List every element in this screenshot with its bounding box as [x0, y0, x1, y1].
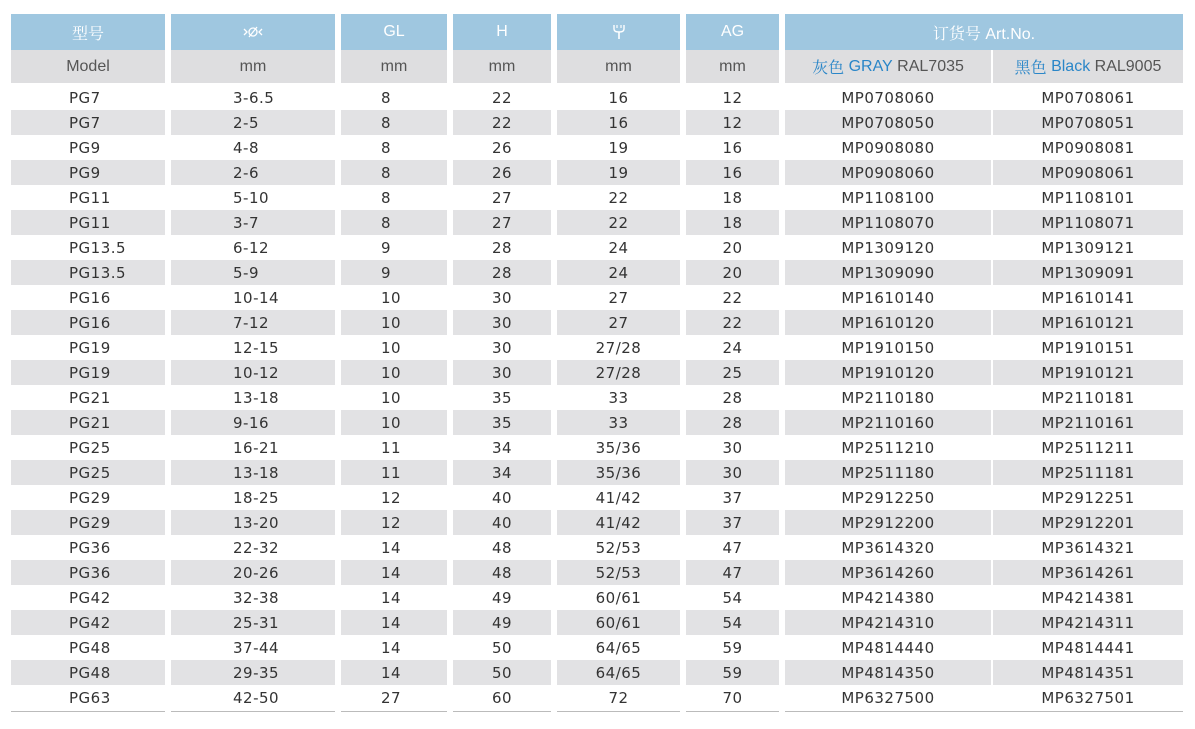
col-subheader-unit-ag: mm: [686, 50, 785, 83]
cell-gl: 11: [341, 460, 453, 485]
cell-wrench-size: 27: [557, 310, 686, 335]
cell-model: PG13.5: [11, 235, 171, 260]
cell-model: PG21: [11, 410, 171, 435]
cell-gl: 10: [341, 285, 453, 310]
cell-art-no-black: MP2110181: [1041, 388, 1135, 407]
cell-wrench-size: 19: [557, 135, 686, 160]
cell-wrench-size: 27/28: [557, 335, 686, 360]
cell-h: 35: [453, 410, 557, 435]
col-subheader-unit-range: mm: [171, 50, 341, 83]
cell-clamping-range: 13-18: [171, 460, 341, 485]
col-header-art-no: 订货号 Art.No.: [785, 14, 1183, 50]
table-row: [11, 135, 1183, 160]
cell-art-no-gray: MP2912250: [785, 485, 993, 510]
cell-art-no-gray: MP2912200: [785, 510, 993, 535]
cell-wrench-size: 41/42: [557, 485, 686, 510]
cell-art-no-black: MP0908081: [1041, 138, 1135, 157]
cell-art-no-black: MP0708061: [1041, 88, 1135, 107]
cell-ag: 22: [686, 310, 785, 335]
cell-model: PG63: [11, 685, 171, 710]
cell-clamping-range: 7-12: [171, 310, 341, 335]
cell-clamping-range: 25-31: [171, 610, 341, 635]
cell-art-no-gray: MP1610140: [785, 285, 993, 310]
cell-model: PG11: [11, 185, 171, 210]
table-row: [11, 410, 1183, 435]
cell-h: 22: [453, 110, 557, 135]
cell-art-no-gray: MP0908080: [785, 135, 993, 160]
table-row: [11, 585, 1183, 610]
cell-h: 27: [453, 210, 557, 235]
cell-clamping-range: 10-14: [171, 285, 341, 310]
cell-gl: 14: [341, 535, 453, 560]
table-bottom-rule: [11, 711, 1183, 712]
table-row: [11, 285, 1183, 310]
cell-h: 22: [453, 85, 557, 110]
cell-ag: 47: [686, 535, 785, 560]
cell-h: 40: [453, 510, 557, 535]
cell-wrench-size: 22: [557, 210, 686, 235]
cell-art-no-black: MP0908061: [993, 160, 1183, 185]
cell-model: PG7: [11, 110, 171, 135]
cell-model: PG11: [11, 210, 171, 235]
cell-h: 26: [453, 160, 557, 185]
cell-ag: 37: [686, 485, 785, 510]
table-row: [11, 660, 1183, 685]
cell-wrench-size: 27/28: [557, 360, 686, 385]
cell-wrench-size: 35/36: [557, 435, 686, 460]
col-header-clamping-range: [171, 14, 341, 50]
cell-gl: 14: [341, 560, 453, 585]
cell-model: PG29: [11, 510, 171, 535]
spec-table: [11, 14, 1183, 712]
cell-gl: 12: [341, 510, 453, 535]
cell-h: 30: [453, 310, 557, 335]
cell-art-no-black: MP4814351: [993, 660, 1183, 685]
cell-art-no-gray: MP6327500: [785, 685, 993, 710]
black-label-en: Black: [1051, 57, 1091, 75]
cell-h: 48: [453, 560, 557, 585]
cell-model: PG19: [11, 335, 171, 360]
cell-gl: 9: [341, 260, 453, 285]
table-row: [11, 385, 1183, 410]
cell-art-no-black: MP4214311: [993, 610, 1183, 635]
cell-gl: 10: [341, 410, 453, 435]
col-header-gl: GL: [341, 14, 453, 50]
cell-gl: 9: [341, 235, 453, 260]
col-subheader-unit-gl: mm: [341, 50, 453, 83]
cell-model: PG42: [11, 610, 171, 635]
cell-wrench-size: 33: [557, 385, 686, 410]
table-row: [11, 235, 1183, 260]
col-subheader-model: Model: [11, 50, 171, 83]
col-subheader-black: [993, 50, 1183, 83]
cell-art-no-gray: MP2110180: [785, 385, 993, 410]
cell-ag: 25: [686, 360, 785, 385]
cell-gl: 10: [341, 360, 453, 385]
cell-wrench-size: 33: [557, 410, 686, 435]
table-row: [11, 210, 1183, 235]
table-row: [11, 160, 1183, 185]
cell-wrench-size: 60/61: [557, 585, 686, 610]
cell-ag: 22: [686, 285, 785, 310]
cell-art-no-black: MP0708051: [993, 110, 1183, 135]
table-row: [11, 485, 1183, 510]
cell-h: 35: [453, 385, 557, 410]
cell-model: PG48: [11, 660, 171, 685]
cell-wrench-size: 52/53: [557, 560, 686, 585]
cell-h: 49: [453, 585, 557, 610]
cell-clamping-range: 10-12: [171, 360, 341, 385]
table-body: [11, 85, 1183, 710]
cell-art-no-black: MP4214381: [1041, 588, 1135, 607]
cell-ag: 37: [686, 510, 785, 535]
col-header-model-cn: 型号: [11, 14, 171, 50]
cell-art-no-gray: MP3614320: [785, 535, 993, 560]
cell-art-no-black: MP2511211: [1041, 438, 1135, 457]
cell-art-no-gray: MP1610120: [785, 310, 993, 335]
cell-art-no-black: MP2511181: [993, 460, 1183, 485]
cell-art-no-gray: MP1309120: [785, 235, 993, 260]
clamping-range-icon: [243, 25, 263, 39]
cell-model: PG16: [11, 310, 171, 335]
cell-ag: 12: [686, 85, 785, 110]
cell-ag: 16: [686, 160, 785, 185]
cell-art-no-black: MP1108101: [1041, 188, 1135, 207]
cell-gl: 8: [341, 85, 453, 110]
cell-ag: 30: [686, 460, 785, 485]
cell-ag: 54: [686, 585, 785, 610]
cell-gl: 10: [341, 385, 453, 410]
cell-h: 34: [453, 435, 557, 460]
table-row: [11, 435, 1183, 460]
cell-art-no-gray: MP2511210: [785, 435, 993, 460]
cell-gl: 12: [341, 485, 453, 510]
cell-art-no-black: MP1309121: [1041, 238, 1135, 257]
cell-h: 30: [453, 360, 557, 385]
cell-wrench-size: 24: [557, 260, 686, 285]
cell-model: PG9: [11, 135, 171, 160]
cell-ag: 20: [686, 260, 785, 285]
cell-art-no-gray: MP4814350: [785, 660, 993, 685]
cell-art-no-gray: MP1108070: [785, 210, 993, 235]
cell-model: PG7: [11, 85, 171, 110]
cell-wrench-size: 24: [557, 235, 686, 260]
cell-gl: 8: [341, 110, 453, 135]
cell-art-no-gray: MP1108100: [785, 185, 993, 210]
cell-gl: 27: [341, 685, 453, 710]
cell-art-no-gray: MP0708050: [785, 110, 993, 135]
col-header-h: H: [453, 14, 557, 50]
cell-model: PG9: [11, 160, 171, 185]
cell-clamping-range: 4-8: [171, 135, 341, 160]
table-row: [11, 85, 1183, 110]
table-row: [11, 360, 1183, 385]
header-row-secondary: [11, 50, 1183, 83]
cell-model: PG29: [11, 485, 171, 510]
cell-ag: 59: [686, 660, 785, 685]
cell-ag: 47: [686, 560, 785, 585]
cell-clamping-range: 5-10: [171, 185, 341, 210]
cell-art-no-black: MP4814441: [1041, 638, 1135, 657]
cell-wrench-size: 41/42: [557, 510, 686, 535]
cell-wrench-size: 16: [557, 85, 686, 110]
cell-h: 40: [453, 485, 557, 510]
cell-h: 30: [453, 335, 557, 360]
cell-clamping-range: 20-26: [171, 560, 341, 585]
cell-model: PG42: [11, 585, 171, 610]
cell-gl: 8: [341, 135, 453, 160]
cell-wrench-size: 52/53: [557, 535, 686, 560]
cell-model: PG36: [11, 560, 171, 585]
cell-art-no-black: MP2912201: [993, 510, 1183, 535]
col-header-wrench-size: [557, 14, 686, 50]
cell-clamping-range: 9-16: [171, 410, 341, 435]
cell-h: 27: [453, 185, 557, 210]
cell-wrench-size: 64/65: [557, 635, 686, 660]
cell-wrench-size: 72: [557, 685, 686, 710]
cell-gl: 14: [341, 660, 453, 685]
cell-model: PG36: [11, 535, 171, 560]
cell-gl: 14: [341, 635, 453, 660]
cell-h: 34: [453, 460, 557, 485]
cell-h: 48: [453, 535, 557, 560]
cell-ag: 20: [686, 235, 785, 260]
cell-model: PG16: [11, 285, 171, 310]
cell-gl: 8: [341, 160, 453, 185]
cell-art-no-gray: MP1309090: [785, 260, 993, 285]
cell-h: 28: [453, 260, 557, 285]
table-row: [11, 335, 1183, 360]
cell-art-no-black: MP1610141: [1041, 288, 1135, 307]
cell-clamping-range: 13-20: [171, 510, 341, 535]
col-subheader-gray: [785, 50, 993, 83]
cell-wrench-size: 16: [557, 110, 686, 135]
cell-wrench-size: 22: [557, 185, 686, 210]
cell-ag: 54: [686, 610, 785, 635]
cell-model: PG19: [11, 360, 171, 385]
cell-h: 50: [453, 660, 557, 685]
table-row: [11, 535, 1183, 560]
cell-clamping-range: 5-9: [171, 260, 341, 285]
table-row: [11, 510, 1183, 535]
cell-h: 50: [453, 635, 557, 660]
cell-clamping-range: 6-12: [171, 235, 341, 260]
cell-clamping-range: 13-18: [171, 385, 341, 410]
cell-art-no-gray: MP4814440: [785, 635, 993, 660]
table-row: [11, 685, 1183, 710]
cell-gl: 14: [341, 585, 453, 610]
cell-art-no-gray: MP4214380: [785, 585, 993, 610]
cell-gl: 10: [341, 310, 453, 335]
cell-clamping-range: 37-44: [171, 635, 341, 660]
cell-art-no-gray: MP2511180: [785, 460, 993, 485]
cell-ag: 18: [686, 185, 785, 210]
cell-clamping-range: 2-6: [171, 160, 341, 185]
table-row: [11, 260, 1183, 285]
cell-clamping-range: 3-7: [171, 210, 341, 235]
table-row: [11, 310, 1183, 335]
table-row: [11, 460, 1183, 485]
cell-model: PG13.5: [11, 260, 171, 285]
col-subheader-unit-h: mm: [453, 50, 557, 83]
table-row: [11, 610, 1183, 635]
col-header-ag: AG: [686, 14, 785, 50]
cell-art-no-gray: MP2110160: [785, 410, 993, 435]
cell-ag: 30: [686, 435, 785, 460]
cell-wrench-size: 27: [557, 285, 686, 310]
cell-ag: 24: [686, 335, 785, 360]
cell-clamping-range: 18-25: [171, 485, 341, 510]
cell-art-no-gray: MP4214310: [785, 610, 993, 635]
header-row-primary: [11, 14, 1183, 50]
cell-art-no-black: MP1309091: [993, 260, 1183, 285]
cell-gl: 10: [341, 335, 453, 360]
cell-art-no-black: MP1610121: [993, 310, 1183, 335]
cell-art-no-black: MP3614321: [1041, 538, 1135, 557]
cell-art-no-black: MP3614261: [993, 560, 1183, 585]
cell-gl: 8: [341, 185, 453, 210]
cell-clamping-range: 3-6.5: [171, 85, 341, 110]
cell-h: 26: [453, 135, 557, 160]
black-label-cn: 黑色: [1014, 60, 1047, 77]
table-row: [11, 635, 1183, 660]
cell-clamping-range: 32-38: [171, 585, 341, 610]
cell-h: 49: [453, 610, 557, 635]
gray-ral: RAL7035: [897, 57, 964, 75]
cell-h: 30: [453, 285, 557, 310]
col-subheader-unit-wrench: mm: [557, 50, 686, 83]
cell-art-no-gray: MP0908060: [785, 160, 993, 185]
cell-art-no-gray: MP1910120: [785, 360, 993, 385]
table-row: [11, 185, 1183, 210]
cell-art-no-black: MP2110161: [993, 410, 1183, 435]
table-row: [11, 560, 1183, 585]
cell-model: PG25: [11, 435, 171, 460]
wrench-icon: [612, 24, 626, 40]
cell-ag: 12: [686, 110, 785, 135]
cell-clamping-range: 22-32: [171, 535, 341, 560]
cell-h: 60: [453, 685, 557, 710]
gray-label-en: GRAY: [848, 57, 893, 75]
table-row: [11, 110, 1183, 135]
cell-art-no-gray: MP0708060: [785, 85, 993, 110]
cell-art-no-black: MP1108071: [993, 210, 1183, 235]
cell-clamping-range: 29-35: [171, 660, 341, 685]
cell-model: PG25: [11, 460, 171, 485]
cell-art-no-gray: MP1910150: [785, 335, 993, 360]
cell-clamping-range: 2-5: [171, 110, 341, 135]
cell-wrench-size: 64/65: [557, 660, 686, 685]
cell-wrench-size: 35/36: [557, 460, 686, 485]
gray-label-cn: 灰色: [812, 60, 845, 77]
cell-art-no-black: MP2912251: [1041, 488, 1135, 507]
cell-art-no-gray: MP3614260: [785, 560, 993, 585]
cell-ag: 28: [686, 385, 785, 410]
cell-ag: 59: [686, 635, 785, 660]
cell-clamping-range: 42-50: [171, 685, 341, 710]
cell-ag: 70: [686, 685, 785, 710]
cell-clamping-range: 12-15: [171, 335, 341, 360]
cell-ag: 16: [686, 135, 785, 160]
cell-art-no-black: MP1910121: [993, 360, 1183, 385]
cell-gl: 14: [341, 610, 453, 635]
cell-wrench-size: 60/61: [557, 610, 686, 635]
cell-gl: 8: [341, 210, 453, 235]
black-ral: RAL9005: [1094, 57, 1162, 75]
cell-art-no-black: MP1910151: [1041, 338, 1135, 357]
cell-clamping-range: 16-21: [171, 435, 341, 460]
cell-art-no-black: MP6327501: [1041, 688, 1135, 707]
cell-wrench-size: 19: [557, 160, 686, 185]
cell-h: 28: [453, 235, 557, 260]
cell-ag: 18: [686, 210, 785, 235]
cell-model: PG21: [11, 385, 171, 410]
cell-model: PG48: [11, 635, 171, 660]
cell-ag: 28: [686, 410, 785, 435]
cell-gl: 11: [341, 435, 453, 460]
